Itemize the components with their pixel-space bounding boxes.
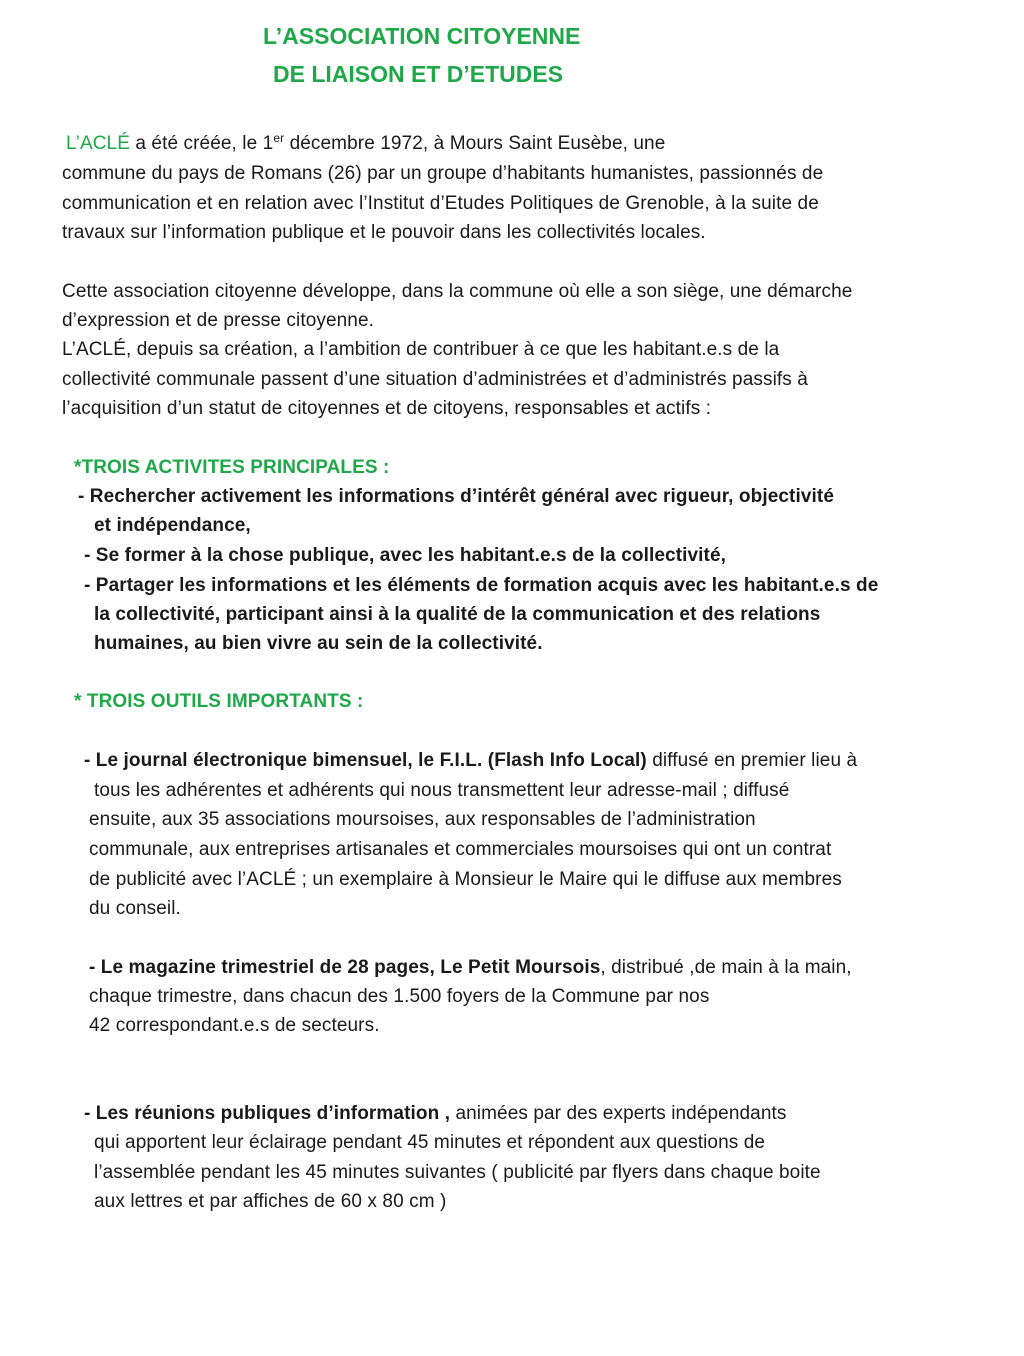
tool-fil-line-2: tous les adhérentes et adhérents qui nous transmettent leur adresse-mail ; diffusé (94, 780, 790, 801)
tool-fil-line-6: du conseil. (89, 898, 181, 919)
intro-p2-line-4: collectivité communale passent d’une situation d’administrées et d’administrés passifs à (62, 369, 808, 390)
tool-meetings-line-3: l’assemblée pendant les 45 minutes suivantes ( publicité par flyers dans chaque boite (94, 1162, 821, 1183)
intro-p2-line-1: Cette association citoyenne développe, dans la commune où elle a son siège, une démarche (62, 281, 853, 302)
activity-3-line-2: la collectivité, participant ainsi à la qualité de la communication et des relations (94, 604, 821, 625)
tool-fil-line-5: de publicité avec l’ACLÉ ; un exemplaire à Monsieur le Maire qui le diffuse aux membres (89, 869, 842, 890)
activity-2: - Se former à la chose publique, avec les habitant.e.s de la collectivité, (84, 545, 727, 566)
intro-p1-line-1: L’ACLÉ a été créée, le 1er décembre 1972, à Mours Saint Eusèbe, une (66, 131, 666, 154)
tool-fil-name: - Le journal électronique bimensuel, le F.I.L. (Flash Info Local) (84, 750, 647, 771)
tool-meetings-name: - Les réunions publiques d’information , (84, 1103, 451, 1124)
tool-meetings-line-1: - Les réunions publiques d’information , animées par des experts indépendants (84, 1103, 787, 1124)
intro-p2-line-5: l’acquisition d’un statut de citoyennes et de citoyens, responsables et actifs : (62, 398, 712, 419)
tools-heading: * TROIS OUTILS IMPORTANTS : (74, 691, 364, 712)
intro-p1-line-4: travaux sur l’information publique et le pouvoir dans les collectivités locales. (62, 222, 706, 243)
intro-p2-line-2: d’expression et de presse citoyenne. (62, 310, 375, 331)
activity-3-line-1: - Partager les informations et les éléments de formation acquis avec les habitant.e.s de (84, 575, 879, 596)
activity-1-line-1: - Rechercher activement les informations d’intérêt général avec rigueur, objectivité (78, 486, 834, 507)
tool-magazine-line-1: - Le magazine trimestriel de 28 pages, Le Petit Moursois, distribué ,de main à la main, (89, 957, 852, 978)
activity-3-line-3: humaines, au bien vivre au sein de la collectivité. (94, 633, 543, 654)
tool-magazine-line-3: 42 correspondant.e.s de secteurs. (89, 1015, 380, 1036)
activity-1-line-2: et indépendance, (94, 515, 251, 536)
intro-p1-line-2: commune du pays de Romans (26) par un groupe d’habitants humanistes, passionnés de (62, 163, 824, 184)
superscript-er: er (273, 131, 285, 145)
tool-magazine-line-2: chaque trimestre, dans chacun des 1.500 foyers de la Commune par nos (89, 986, 710, 1007)
tool-fil-line-4: communale, aux entreprises artisanales et commerciales moursoises qui ont un contrat (89, 839, 832, 860)
tool-magazine-name: - Le magazine trimestriel de 28 pages, Le Petit Moursois (89, 957, 601, 978)
tool-fil-line-3: ensuite, aux 35 associations moursoises, aux responsables de l’administration (89, 809, 756, 830)
intro-p2-line-3: L’ACLÉ, depuis sa création, a l’ambition de contribuer à ce que les habitant.e.s de la (62, 339, 780, 360)
tool-meetings-line-4: aux lettres et par affiches de 60 x 80 cm ) (94, 1191, 447, 1212)
title-line-2: DE LIAISON ET D’ETUDES (273, 61, 564, 87)
tool-meetings-line-2: qui apportent leur éclairage pendant 45 minutes et répondent aux questions de (94, 1132, 766, 1153)
activities-heading: *TROIS ACTIVITES PRINCIPALES : (74, 457, 390, 478)
tool-fil-line-1: - Le journal électronique bimensuel, le F.I.L. (Flash Info Local) diffusé en premier lieu à (84, 750, 858, 771)
acle-acronym: L’ACLÉ (66, 133, 130, 154)
intro-p1-line-3: communication et en relation avec l’Institut d’Etudes Politiques de Grenoble, à la suite de (62, 193, 819, 214)
title-line-1: L’ASSOCIATION CITOYENNE (263, 23, 581, 49)
